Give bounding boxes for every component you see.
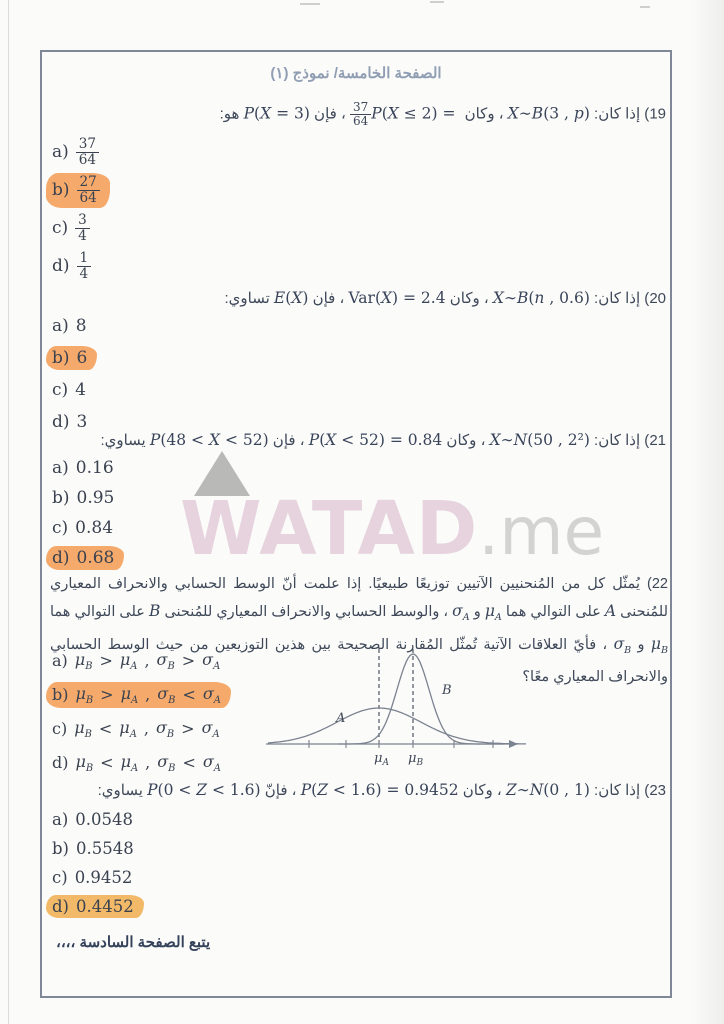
option-content bbox=[46, 516, 123, 540]
number-segment: 0.9452 bbox=[74, 868, 133, 887]
question-22-options bbox=[52, 648, 231, 784]
math-segment: X∼B(3 , p) bbox=[507, 104, 590, 123]
math-segment: Z∼N(0 , 1) bbox=[505, 781, 590, 799]
option-row bbox=[52, 808, 144, 837]
text-segment: هو: bbox=[219, 105, 244, 123]
question-21-options bbox=[52, 456, 124, 576]
option-label: b) bbox=[52, 685, 69, 705]
option-content bbox=[46, 716, 230, 742]
text-segment: 21) إذا كان: bbox=[589, 432, 666, 449]
math-segment: $\sigma_B$ bbox=[155, 718, 175, 740]
math-segment: $\mu_B$ bbox=[75, 752, 94, 774]
option-label: b) bbox=[52, 180, 70, 201]
number-segment: 0.0548 bbox=[75, 810, 134, 829]
math-segment: $\mu_B$ bbox=[75, 684, 94, 706]
text-segment: 22) يُمثّل كل من المُنحنيين الآتيين توزيعًا طبيعيًا. إذا علمت أنّ الوسط الحسابي والانحراف المعياري للمُنحنى bbox=[50, 576, 668, 620]
fraction: $\frac{1}{4}$ bbox=[77, 251, 92, 282]
math-segment: < bbox=[182, 685, 196, 705]
text-segment: 23) إذا كان: bbox=[589, 782, 666, 799]
number-segment: 0.95 bbox=[76, 488, 115, 508]
math-segment: $\mu_B$ bbox=[74, 650, 93, 672]
option-content bbox=[46, 648, 230, 674]
math-segment: $\mu_B$ bbox=[74, 718, 92, 740]
option-label: c) bbox=[52, 719, 68, 739]
math-segment: X∼B(n , 0.6) bbox=[492, 289, 590, 307]
option-content bbox=[46, 808, 143, 831]
math-segment: P(X = 3) bbox=[243, 104, 310, 123]
number-segment: 0.84 bbox=[75, 518, 114, 538]
option-content-highlighted bbox=[46, 546, 124, 570]
math-segment: $\sigma_A$ bbox=[201, 718, 220, 740]
math-segment: P(48 < X < 52) bbox=[149, 431, 269, 449]
option-content bbox=[46, 135, 109, 170]
math-segment: > bbox=[181, 719, 195, 739]
option-label: c) bbox=[52, 518, 69, 538]
math-segment: Var(X) = 2.4 bbox=[348, 289, 446, 307]
option-row bbox=[52, 456, 124, 486]
text-segment: يساوي: bbox=[97, 782, 148, 799]
text-segment: ، وكان bbox=[445, 290, 493, 307]
option-row bbox=[52, 516, 124, 546]
text-segment: على التوالي هما bbox=[501, 603, 605, 620]
option-content-highlighted bbox=[46, 173, 110, 208]
option-label: d) bbox=[52, 548, 70, 568]
option-row bbox=[52, 346, 97, 378]
option-row bbox=[52, 716, 231, 750]
question-20-options bbox=[52, 314, 97, 442]
number-segment: 4 bbox=[75, 380, 86, 400]
math-segment: > bbox=[99, 651, 113, 671]
option-content-highlighted bbox=[46, 682, 231, 708]
text-segment: على التوالي هما bbox=[50, 603, 150, 620]
question-19-stem bbox=[62, 101, 666, 128]
svg-text:A: A bbox=[336, 711, 346, 726]
option-content bbox=[46, 837, 144, 860]
option-row bbox=[52, 648, 231, 682]
question-23-stem bbox=[62, 779, 666, 802]
option-row bbox=[52, 211, 110, 249]
normal-curves-figure bbox=[266, 638, 528, 772]
math-segment: > bbox=[181, 651, 196, 671]
question-23-options bbox=[52, 808, 144, 924]
option-row bbox=[52, 837, 144, 866]
fraction: $\frac{27}{64}$ bbox=[77, 175, 100, 206]
math-segment: < bbox=[182, 753, 196, 773]
option-label: b) bbox=[52, 488, 70, 508]
text-segment: يساوي: bbox=[100, 432, 150, 449]
option-row bbox=[52, 682, 231, 716]
option-label: b) bbox=[52, 348, 70, 368]
option-row bbox=[52, 895, 144, 924]
text-segment: ، والوسط الحسابي والانحراف المعياري للمُنحنى bbox=[160, 603, 453, 620]
math-segment: P(X < 52) = 0.84 bbox=[308, 431, 443, 449]
number-segment: 6 bbox=[76, 348, 88, 368]
svg-text:μA: $\mu_A$ bbox=[374, 751, 389, 768]
option-content-highlighted bbox=[46, 346, 97, 370]
option-row bbox=[52, 314, 97, 346]
option-label: c) bbox=[52, 868, 68, 887]
scan-edge-right bbox=[690, 0, 724, 1024]
math-segment: $\sigma_B$ bbox=[156, 650, 175, 672]
math-segment: $\mu_A$ bbox=[120, 684, 139, 706]
number-segment: 8 bbox=[75, 316, 87, 336]
text-segment: ، وكان bbox=[460, 105, 508, 123]
watermark-suffix: .me bbox=[478, 493, 605, 570]
option-label: a) bbox=[52, 810, 69, 829]
math-segment: , bbox=[145, 685, 151, 705]
scan-speck bbox=[640, 6, 650, 8]
continuation-note: يتبع الصفحة السادسة ،،،، bbox=[56, 934, 211, 951]
scan-edge-left bbox=[8, 0, 9, 1024]
fraction: $\frac{37}{64}$ bbox=[350, 101, 371, 128]
number-segment: 0.68 bbox=[76, 548, 115, 568]
text-segment: ، فإن bbox=[308, 290, 349, 307]
number-segment: 3 bbox=[76, 412, 88, 432]
option-label: a) bbox=[52, 142, 69, 163]
math-segment: $\sigma_A$ bbox=[452, 601, 470, 623]
math-segment: , bbox=[144, 651, 150, 671]
text-segment: ، فإن bbox=[309, 105, 350, 123]
question-20-stem bbox=[62, 287, 666, 310]
math-segment: X∼N(50 , 2²) bbox=[489, 431, 590, 449]
option-row bbox=[52, 486, 124, 516]
option-label: d) bbox=[52, 897, 69, 916]
option-label: a) bbox=[52, 458, 69, 478]
math-segment: $\mu_A$ bbox=[484, 601, 502, 623]
option-row bbox=[52, 378, 97, 410]
math-segment: > bbox=[100, 685, 114, 705]
option-content bbox=[46, 750, 231, 776]
question-19-options bbox=[52, 135, 110, 287]
math-segment: < bbox=[100, 753, 114, 773]
math-segment: P(X ≤ 2) = bbox=[371, 104, 461, 123]
math-segment: $\sigma_B$ bbox=[613, 634, 632, 656]
svg-text:μB: $\mu_B$ bbox=[408, 751, 424, 768]
text-segment: 20) إذا كان: bbox=[589, 290, 666, 307]
fraction: $\frac{3}{4}$ bbox=[75, 213, 90, 244]
option-content bbox=[46, 486, 124, 510]
math-segment: $\sigma_B$ bbox=[157, 684, 176, 706]
option-row bbox=[52, 173, 110, 211]
text-segment: ، فأيّ العلاقات الآتية تُمثّل المُقارنة الصحيحة بين هذين التوزيعين من حيث الوسط الحسابي والانحراف المعياري معًا؟ bbox=[50, 636, 668, 686]
text-segment: و bbox=[631, 636, 651, 653]
math-segment: $\mu_B$ bbox=[650, 634, 669, 656]
option-label: b) bbox=[52, 839, 69, 858]
text-segment: ، وكان bbox=[442, 432, 490, 449]
option-row bbox=[52, 135, 110, 173]
text-segment: ، وكان bbox=[458, 782, 506, 799]
option-content bbox=[46, 866, 142, 889]
math-segment: $\sigma_A$ bbox=[202, 752, 221, 774]
text-segment: 19) إذا كان: bbox=[589, 105, 666, 123]
math-segment: $\sigma_A$ bbox=[202, 650, 221, 672]
option-label: d) bbox=[52, 256, 70, 277]
math-segment: E(X) bbox=[273, 289, 309, 307]
watermark-brand: WATAD bbox=[180, 486, 479, 572]
math-segment: , bbox=[145, 753, 151, 773]
math-segment: B bbox=[149, 601, 161, 620]
text-segment: ، فإن bbox=[268, 432, 309, 449]
math-segment: $\mu_A$ bbox=[119, 650, 138, 672]
math-segment: A bbox=[604, 601, 617, 620]
option-content bbox=[46, 456, 124, 480]
text-segment: تساوي: bbox=[224, 290, 274, 307]
option-content bbox=[46, 314, 97, 338]
option-label: a) bbox=[52, 316, 69, 336]
number-segment: 0.5548 bbox=[76, 839, 134, 858]
option-content bbox=[46, 211, 100, 246]
option-label: a) bbox=[52, 651, 68, 671]
option-label: c) bbox=[52, 380, 69, 400]
math-segment: $\sigma_B$ bbox=[157, 752, 176, 774]
page-title: الصفحة الخامسة/ نموذج (١) bbox=[270, 65, 442, 82]
fraction: $\frac{37}{64}$ bbox=[76, 137, 99, 168]
math-segment: $\mu_A$ bbox=[120, 752, 139, 774]
math-segment: P(0 < Z < 1.6) bbox=[147, 781, 261, 799]
scan-speck bbox=[300, 3, 320, 5]
math-segment: $\mu_A$ bbox=[119, 718, 137, 740]
option-content bbox=[46, 249, 101, 284]
option-row bbox=[52, 866, 144, 895]
number-segment: 0.16 bbox=[75, 458, 114, 478]
option-content-highlighted bbox=[46, 895, 144, 918]
scan-speck bbox=[430, 1, 444, 3]
option-label: c) bbox=[52, 218, 69, 239]
option-row bbox=[52, 249, 110, 287]
text-segment: و bbox=[469, 603, 485, 620]
text-segment: ، فإنّ bbox=[260, 782, 301, 799]
math-segment: $\sigma_A$ bbox=[202, 684, 221, 706]
option-label: d) bbox=[52, 412, 70, 432]
number-segment: 0.4452 bbox=[76, 897, 134, 916]
option-label: d) bbox=[52, 753, 69, 773]
math-segment: P(Z < 1.6) = 0.9452 bbox=[300, 781, 459, 799]
question-21-stem bbox=[62, 429, 666, 452]
svg-text:B: B bbox=[442, 683, 452, 698]
math-segment: < bbox=[98, 719, 113, 739]
option-content bbox=[46, 378, 96, 402]
math-segment: , bbox=[143, 719, 149, 739]
